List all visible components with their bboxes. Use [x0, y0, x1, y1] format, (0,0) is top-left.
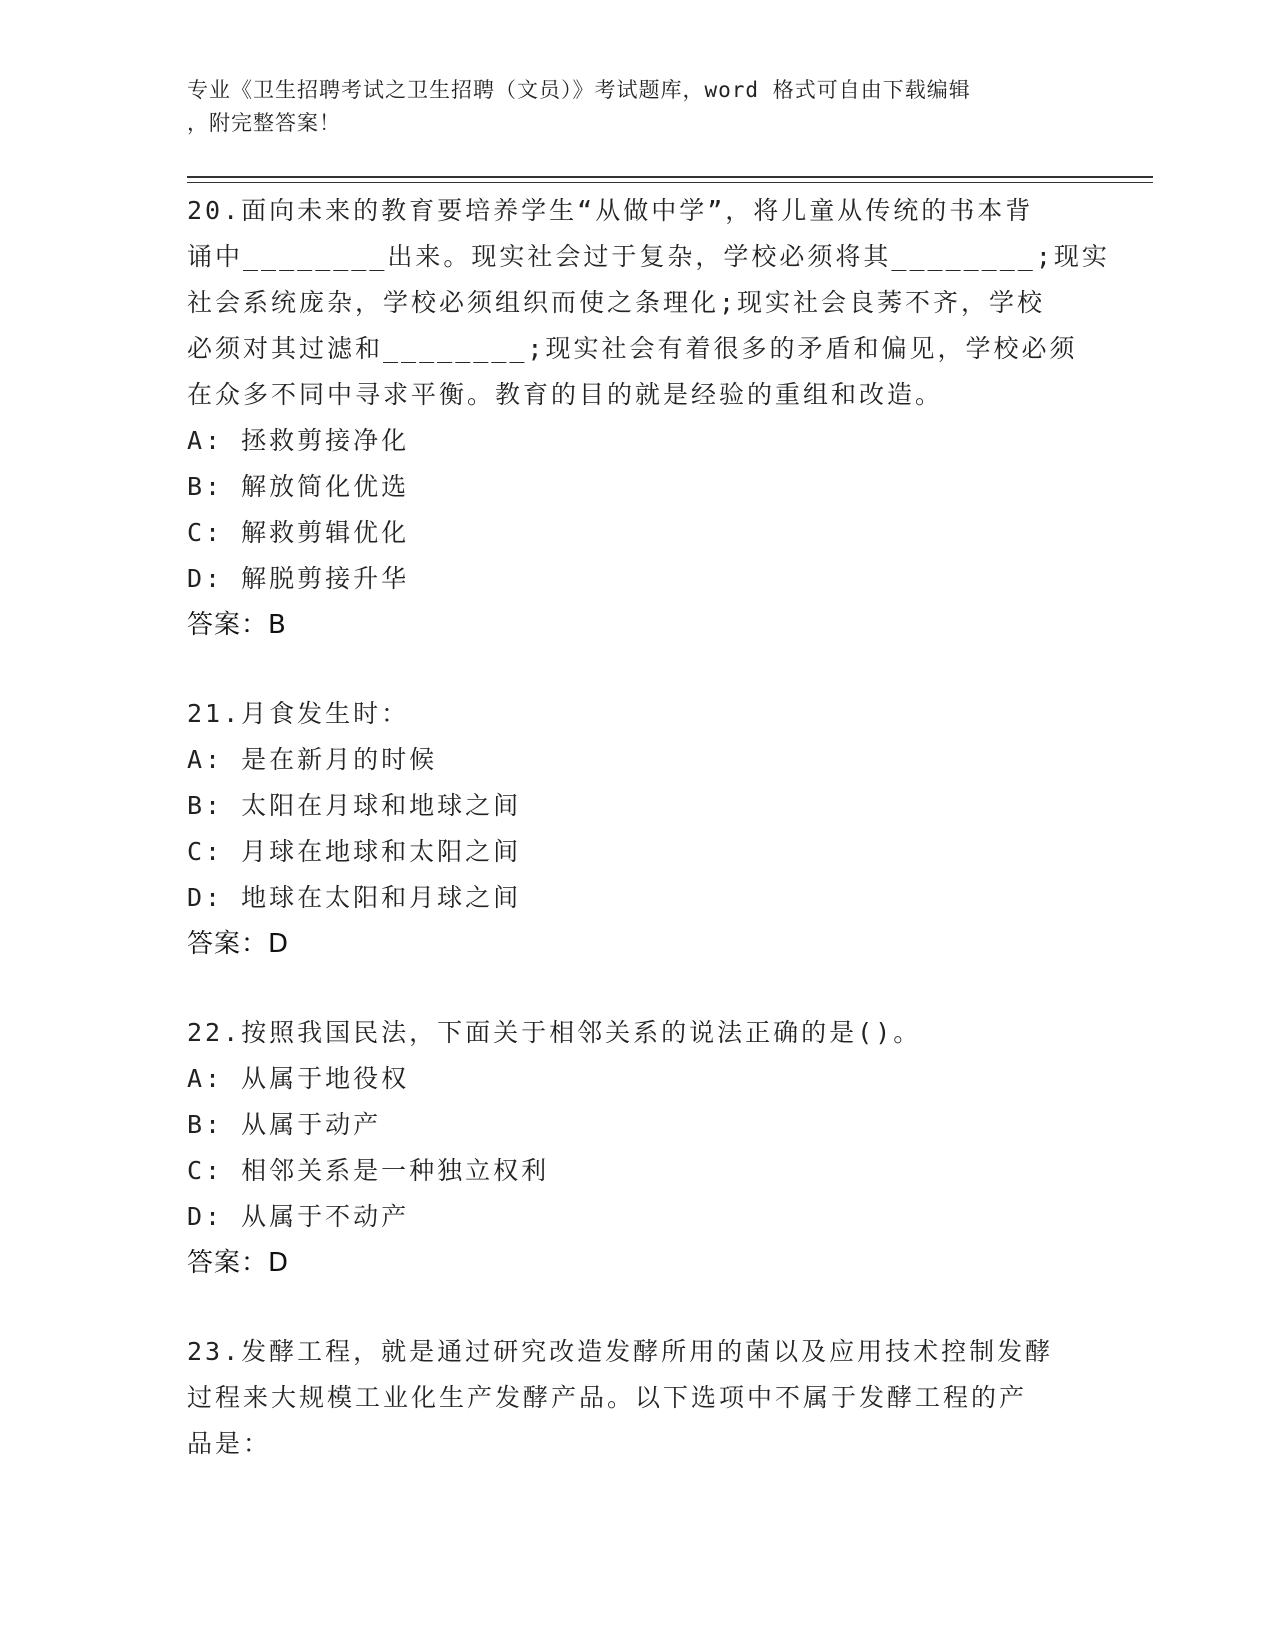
- question-21: [187, 691, 1087, 967]
- option-d: D: 从属于不动产: [187, 1202, 410, 1231]
- question-stem-line: 诵中________出来。现实社会过于复杂，学校必须将其________;现实: [187, 242, 1110, 271]
- question-stem-line: 社会系统庞杂，学校必须组织而使之条理化;现实社会良莠不齐，学校: [187, 288, 1046, 317]
- option-c: C: 解救剪辑优化: [187, 518, 410, 547]
- question-22: [187, 1010, 1087, 1286]
- option-c: C: 月球在地球和太阳之间: [187, 837, 522, 866]
- option-c: C: 相邻关系是一种独立权利: [187, 1156, 550, 1185]
- question-stem-line: 品是：: [187, 1429, 272, 1458]
- answer-line: 答案：B: [187, 610, 287, 640]
- answer-line: 答案：D: [187, 1248, 290, 1278]
- option-a: A: 拯救剪接净化: [187, 426, 410, 455]
- question-20: [187, 188, 1110, 648]
- option-b: B: 太阳在月球和地球之间: [187, 791, 522, 820]
- question-stem-line: 过程来大规模工业化生产发酵产品。以下选项中不属于发酵工程的产: [187, 1383, 1028, 1412]
- header-divider-thin: [187, 182, 1153, 183]
- question-stem-line: 在众多不同中寻求平衡。教育的目的就是经验的重组和改造。: [187, 380, 944, 409]
- header-line-2: ，附完整答案！: [187, 111, 341, 135]
- option-d: D: 解脱剪接升华: [187, 564, 410, 593]
- option-a: A: 是在新月的时候: [187, 745, 438, 774]
- option-d: D: 地球在太阳和月球之间: [187, 883, 522, 912]
- option-b: B: 解放简化优选: [187, 472, 410, 501]
- question-stem-line: 20.面向未来的教育要培养学生“从做中学”，将儿童从传统的书本背: [187, 196, 1034, 225]
- question-23: [187, 1329, 1087, 1467]
- option-b: B: 从属于动产: [187, 1110, 382, 1139]
- document-header: [187, 74, 1067, 140]
- header-line-1: 专业《卫生招聘考试之卫生招聘（文员）》考试题库，word 格式可自由下载编辑: [187, 78, 971, 102]
- option-a: A: 从属于地役权: [187, 1064, 410, 1093]
- answer-line: 答案：D: [187, 929, 290, 959]
- question-stem-line: 21.月食发生时：: [187, 699, 410, 728]
- question-stem-line: 23.发酵工程，就是通过研究改造发酵所用的菌以及应用技术控制发酵: [187, 1337, 1054, 1366]
- header-divider-thick: [187, 176, 1153, 178]
- question-stem-line: 22.按照我国民法，下面关于相邻关系的说法正确的是()。: [187, 1018, 922, 1047]
- question-stem-line: 必须对其过滤和________;现实社会有着很多的矛盾和偏见，学校必须: [187, 334, 1078, 363]
